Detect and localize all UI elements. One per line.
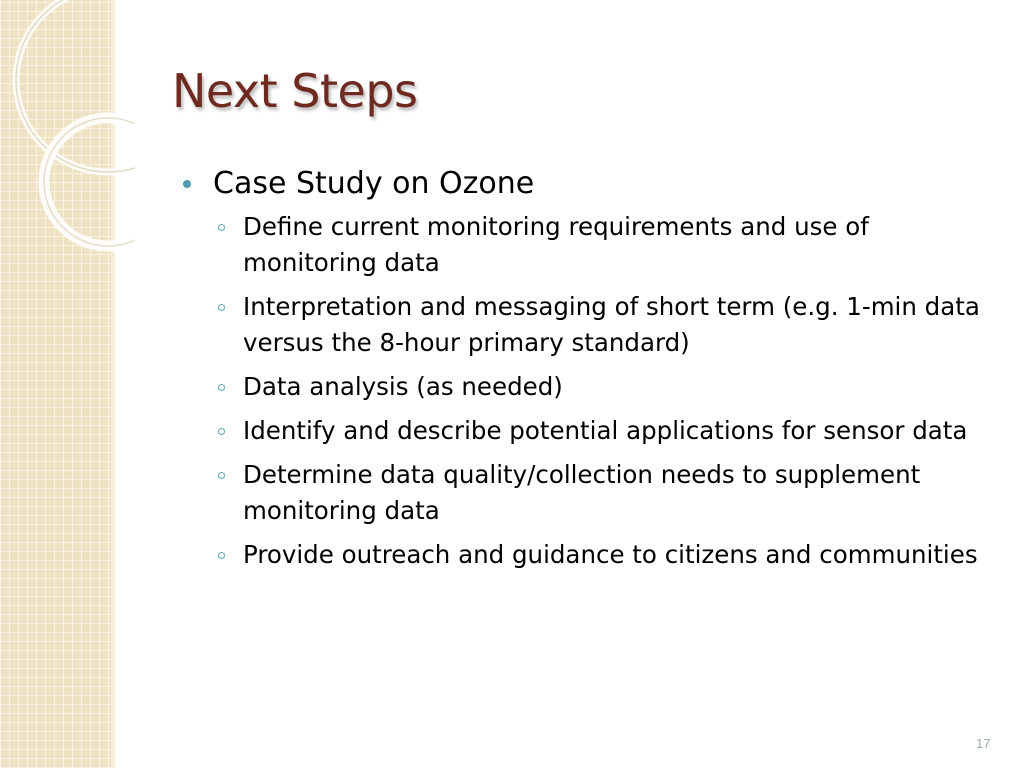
- sub-bullet: [214, 209, 1003, 281]
- sub-bullet: [214, 413, 1003, 449]
- sub-bullet: [214, 537, 1003, 573]
- ring-bullet-icon: [218, 384, 225, 391]
- sub-bullet: [214, 289, 1003, 361]
- ring-bullet-icon: [218, 304, 225, 311]
- main-bullet-text: Case Study on Ozone: [213, 166, 535, 201]
- sub-bullet-text: Interpretation and messaging of short term (e.g. 1-min data versus the 8-hour primary standard): [243, 292, 980, 357]
- slide-body: [183, 164, 1003, 581]
- decorative-circles: [0, 0, 135, 300]
- ring-bullet-icon: [218, 224, 225, 231]
- sub-bullet-text: Identify and describe potential applications for sensor data: [243, 416, 968, 445]
- sub-bullet: [214, 369, 1003, 405]
- main-bullet: [183, 164, 1003, 204]
- sub-bullet-text: Data analysis (as needed): [243, 372, 563, 401]
- slide-title: Next Steps: [172, 64, 418, 118]
- slide-number: 17: [976, 736, 991, 751]
- ring-bullet-icon: [218, 472, 225, 479]
- sub-bullet-list: [214, 209, 1003, 573]
- ring-bullet-icon: [218, 552, 225, 559]
- sub-bullet-text: Provide outreach and guidance to citizens and communities: [243, 540, 978, 569]
- sub-bullet-text: Determine data quality/collection needs to supplement monitoring data: [243, 460, 921, 525]
- bullet-dot-icon: [183, 180, 191, 188]
- sub-bullet: [214, 457, 1003, 529]
- sub-bullet-text: Define current monitoring requirements and use of monitoring data: [243, 212, 869, 277]
- ring-bullet-icon: [218, 428, 225, 435]
